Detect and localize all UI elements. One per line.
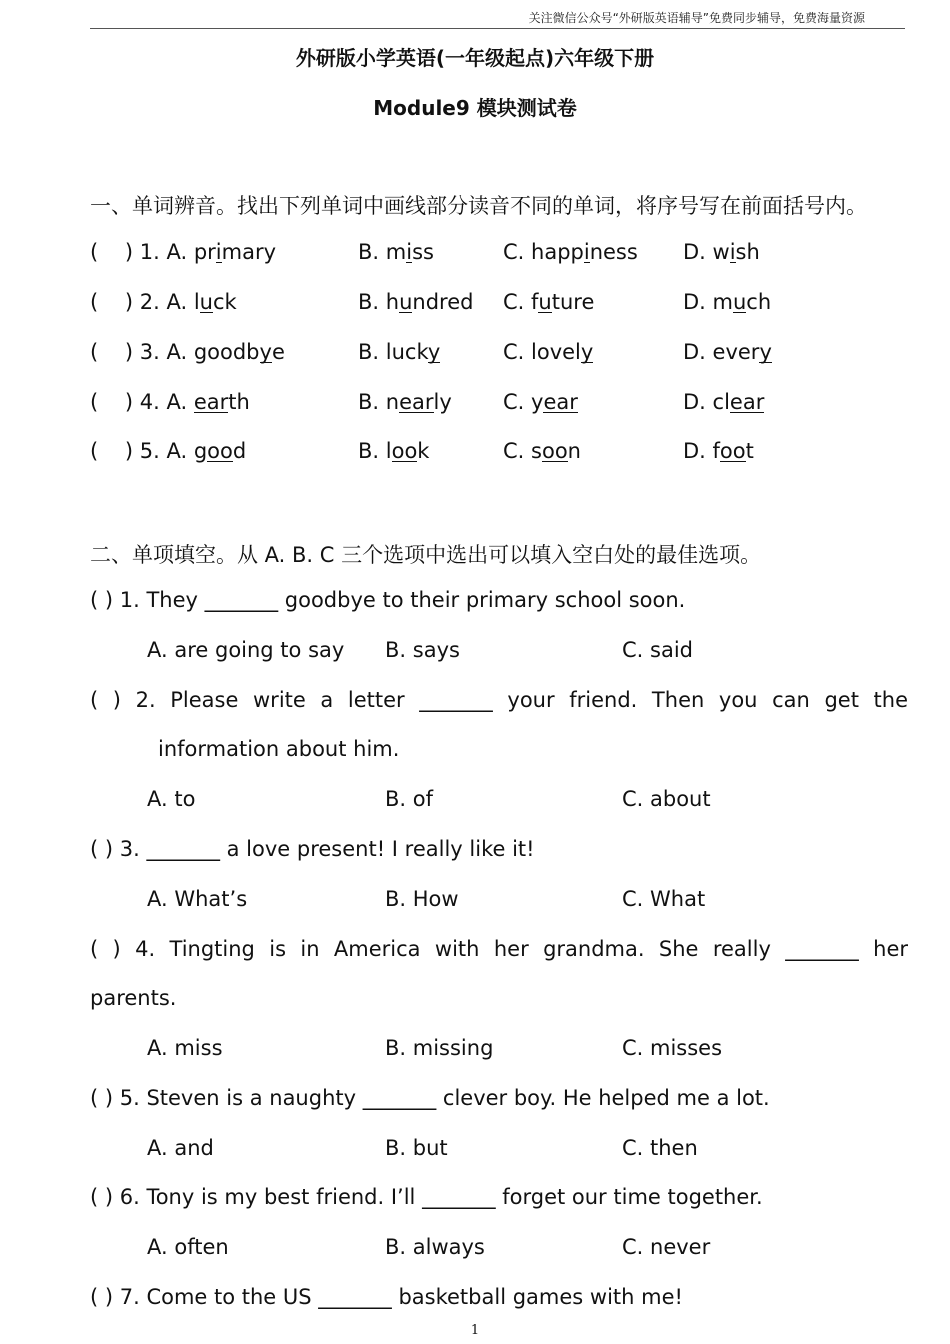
option-b-word: B. nearly bbox=[358, 390, 452, 414]
question-3-option-b: B. How bbox=[385, 887, 459, 911]
option-d-word: D. much bbox=[683, 290, 772, 314]
question-5-option-b: B. but bbox=[385, 1136, 448, 1160]
option-b-word: B. lucky bbox=[358, 340, 441, 364]
pronunciation-item-5 bbox=[90, 439, 246, 463]
question-4-option-a: A. miss bbox=[147, 1036, 223, 1060]
underlined-letters: y bbox=[259, 340, 272, 364]
option-d-word: D. clear bbox=[683, 390, 765, 414]
underlined-letters: y bbox=[759, 340, 772, 364]
option-a-word: goodbye bbox=[193, 340, 285, 364]
underlined-letters: ear bbox=[543, 390, 578, 414]
option-c-word: C. happiness bbox=[503, 240, 638, 264]
question-1-option-c: C. said bbox=[622, 638, 693, 662]
question-6-stem: ( ) 6. Tony is my best friend. I’ll _______ forget our time together. bbox=[90, 1185, 763, 1209]
underlined-letters: i bbox=[583, 240, 590, 264]
question-6-option-b: B. always bbox=[385, 1235, 485, 1259]
option-c-word: C. future bbox=[503, 290, 595, 314]
pronunciation-item-3-option-c bbox=[503, 340, 593, 364]
question-5-option-a: A. and bbox=[147, 1136, 214, 1160]
option-a-word: primary bbox=[193, 240, 277, 264]
document-subtitle: Module9 模块测试卷 bbox=[373, 96, 577, 120]
option-d-word: D. wish bbox=[683, 240, 760, 264]
pronunciation-item-1-option-b bbox=[358, 240, 434, 264]
underlined-letters: u bbox=[732, 290, 747, 314]
underlined-letters: oo bbox=[207, 439, 233, 463]
pronunciation-item-4-option-b bbox=[358, 390, 452, 414]
question-4-option-c: C. misses bbox=[622, 1036, 723, 1060]
option-b-word: B. look bbox=[358, 439, 430, 463]
pronunciation-item-3-option-b bbox=[358, 340, 440, 364]
question-3-option-a: A. What’s bbox=[147, 887, 248, 911]
question-1-stem: ( ) 1. They _______ goodbye to their primary school soon. bbox=[90, 588, 686, 612]
item-number: ( ) 1. A. bbox=[90, 240, 194, 264]
question-4-stem-continued: parents. bbox=[90, 986, 177, 1010]
question-5-stem: ( ) 5. Steven is a naughty _______ clever boy. He helped me a lot. bbox=[90, 1086, 770, 1110]
question-4-stem: ( ) 4. Tingting is in America with her grandma. She really _______ her bbox=[90, 937, 908, 961]
underlined-letters: oo bbox=[391, 439, 418, 463]
pronunciation-item-5-option-b bbox=[358, 439, 429, 463]
underlined-letters: y bbox=[427, 340, 441, 364]
question-3-option-c: C. What bbox=[622, 887, 706, 911]
question-2-option-a: A. to bbox=[147, 787, 196, 811]
option-a-word: good bbox=[193, 439, 247, 463]
pronunciation-item-4-option-c bbox=[503, 390, 578, 414]
pronunciation-item-4-option-d bbox=[683, 390, 764, 414]
underlined-letters: u bbox=[399, 290, 413, 314]
underlined-letters: u bbox=[538, 290, 552, 314]
option-a-word: luck bbox=[193, 290, 237, 314]
pronunciation-item-3-option-d bbox=[683, 340, 772, 364]
underlined-letters: ear bbox=[399, 390, 434, 414]
question-2-option-c: C. about bbox=[622, 787, 711, 811]
underlined-letters: i bbox=[729, 240, 736, 264]
question-3-stem: ( ) 3. _______ a love present! I really like it! bbox=[90, 837, 535, 861]
pronunciation-item-4 bbox=[90, 390, 250, 414]
item-number: ( ) 5. A. bbox=[90, 439, 194, 463]
question-2-stem: ( ) 2. Please write a letter _______ your friend. Then you can get the bbox=[90, 688, 908, 712]
section1-heading: 一、单词辨音。找出下列单词中画线部分读音不同的单词，将序号写在前面括号内。 bbox=[90, 194, 867, 218]
underlined-letters: u bbox=[199, 290, 213, 314]
question-6-option-c: C. never bbox=[622, 1235, 711, 1259]
pronunciation-item-1-option-d bbox=[683, 240, 760, 264]
question-5-option-c: C. then bbox=[622, 1136, 698, 1160]
question-4-option-b: B. missing bbox=[385, 1036, 494, 1060]
pronunciation-item-2-option-d bbox=[683, 290, 771, 314]
pronunciation-item-2-option-b bbox=[358, 290, 473, 314]
section2-heading: 二、单项填空。从 A. B. C 三个选项中选出可以填入空白处的最佳选项。 bbox=[90, 543, 762, 567]
question-2-stem-continued: information about him. bbox=[158, 737, 400, 761]
header-divider bbox=[90, 28, 905, 29]
question-6-option-a: A. often bbox=[147, 1235, 229, 1259]
question-7-stem: ( ) 7. Come to the US _______ basketball games with me! bbox=[90, 1285, 683, 1309]
option-d-word: D. every bbox=[683, 340, 772, 364]
page-number: 1 bbox=[470, 1323, 480, 1338]
header-note: 关注微信公众号“外研版英语辅导”免费同步辅导，免费海量资源 bbox=[528, 11, 865, 25]
question-2-option-b: B. of bbox=[385, 787, 433, 811]
underlined-letters: oo bbox=[719, 439, 746, 463]
underlined-letters: i bbox=[406, 240, 413, 264]
document-title: 外研版小学英语(一年级起点)六年级下册 bbox=[295, 46, 655, 70]
option-b-word: B. miss bbox=[358, 240, 434, 264]
option-a-word: earth bbox=[193, 390, 250, 414]
question-1-option-b: B. says bbox=[385, 638, 460, 662]
option-d-word: D. foot bbox=[683, 439, 754, 463]
question-1-option-a: A. are going to say bbox=[147, 638, 345, 662]
underlined-letters: ear bbox=[193, 390, 229, 414]
item-number: ( ) 4. A. bbox=[90, 390, 194, 414]
option-c-word: C. lovely bbox=[503, 340, 594, 364]
pronunciation-item-2-option-c bbox=[503, 290, 594, 314]
option-c-word: C. year bbox=[503, 390, 578, 414]
item-number: ( ) 3. A. bbox=[90, 340, 194, 364]
underlined-letters: y bbox=[580, 340, 594, 364]
option-c-word: C. soon bbox=[503, 439, 581, 463]
pronunciation-item-5-option-d bbox=[683, 439, 754, 463]
item-number: ( ) 2. A. bbox=[90, 290, 194, 314]
pronunciation-item-1-option-c bbox=[503, 240, 638, 264]
underlined-letters: oo bbox=[541, 439, 568, 463]
underlined-letters: ear bbox=[729, 390, 765, 414]
option-b-word: B. hundred bbox=[358, 290, 474, 314]
pronunciation-item-5-option-c bbox=[503, 439, 581, 463]
pronunciation-item-1 bbox=[90, 240, 276, 264]
pronunciation-item-2 bbox=[90, 290, 237, 314]
pronunciation-item-3 bbox=[90, 340, 285, 364]
underlined-letters: i bbox=[215, 240, 222, 264]
